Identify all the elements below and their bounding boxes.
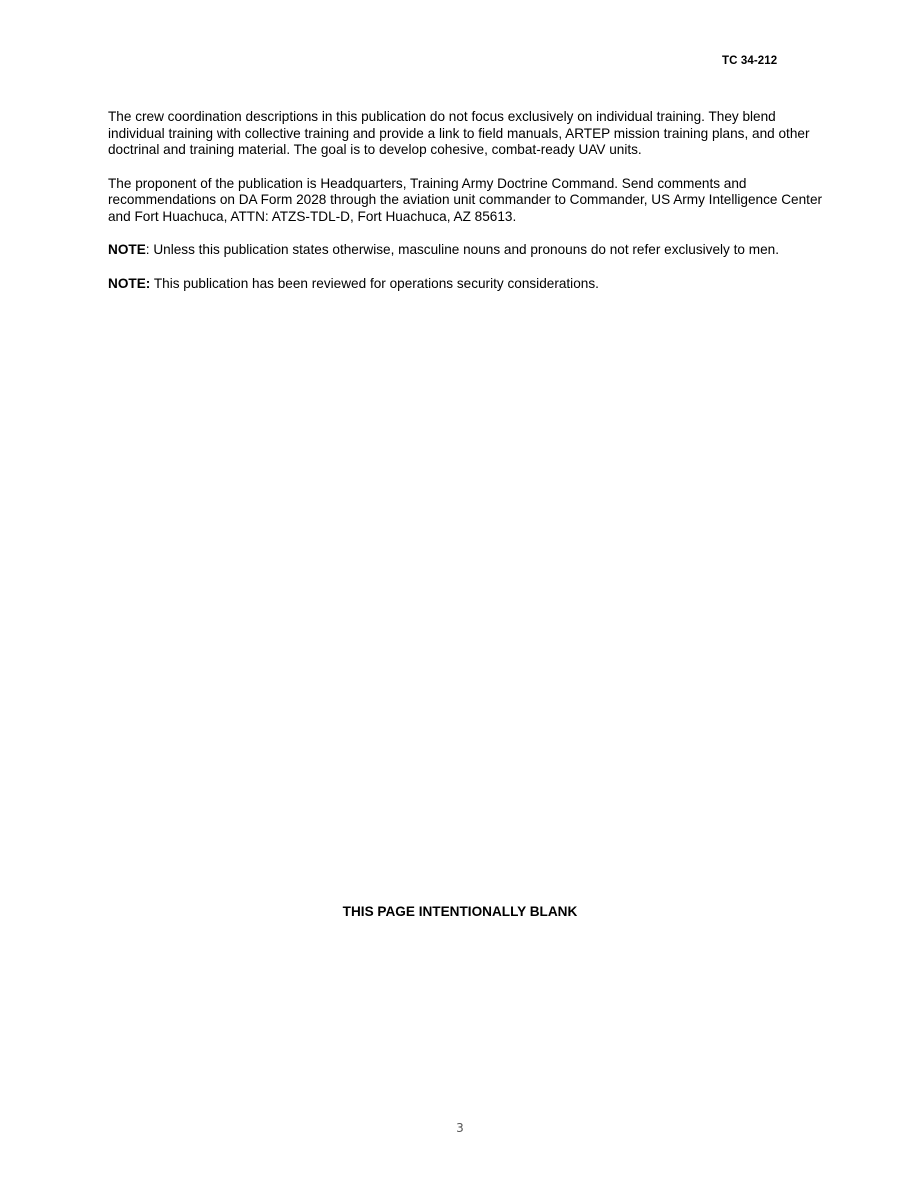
page-number: 3 (456, 1121, 464, 1135)
body-text (108, 109, 828, 309)
note-text: : Unless this publication states otherwise, masculine nouns and pronouns do not refer exclusively to men. (145, 242, 779, 258)
document-id-header: TC 34-212 (722, 55, 778, 67)
note-opsec (108, 276, 828, 293)
note-gender (108, 242, 828, 259)
proponent-paragraph: The proponent of the publication is Headquarters, Training Army Doctrine Command. Send comments and recommendations on DA Form 2028 through the aviation unit commander to Commander, US Army Intelligence Center and Fort Huachuca, ATTN: ATZS-TDL-D, Fort Huachuca, AZ 85613. (108, 175, 823, 225)
note-label: NOTE (108, 242, 146, 258)
intro-paragraph: The crew coordination descriptions in this publication do not focus exclusively on individual training. They blend individual training with collective training and provide a link to field manuals, ARTEP mission training plans, and other doctrinal and training material. The goal is to develop cohesive, combat-ready UAV units. (108, 109, 810, 158)
note-text: This publication has been reviewed for operations security considerations. (150, 275, 599, 291)
blank-page-notice: THIS PAGE INTENTIONALLY BLANK (342, 904, 578, 919)
note-label: NOTE: (108, 275, 151, 291)
